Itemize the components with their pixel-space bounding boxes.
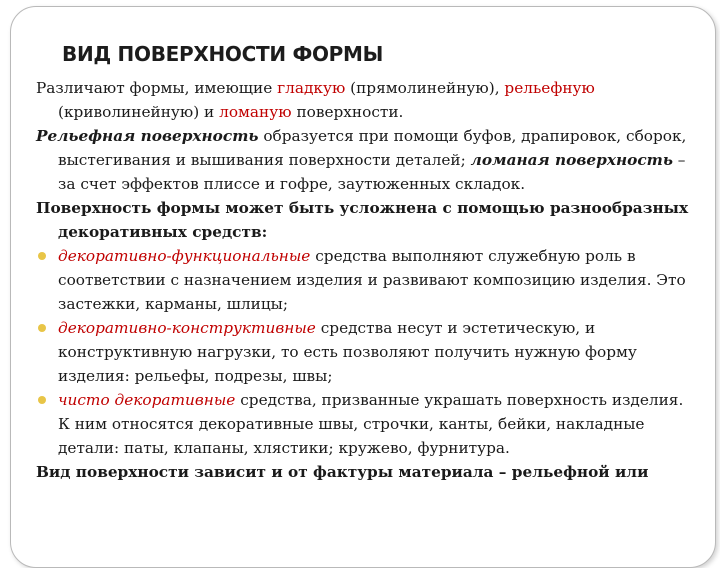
bullet-term: декоративно-конструктивные [58,319,316,337]
bullet-term: декоративно-функциональные [58,247,311,265]
bullet-text: средства, призванные украшать поверхность изделия. К ним относятся декоративные швы, строчки, канты, бейки, накладные детали: паты, клапаны, хлястики; кружево, фурнитура. [58,391,684,457]
bullet-text: средства выполняют служебную роль в соответствии с назначением изделия и развивают композицию изделия. Это застежки, карманы, шлицы; [58,247,686,313]
term-broken: ломаную [219,103,292,121]
list-item [36,244,696,316]
intro-text: (прямолинейную), [345,79,505,97]
bullet-icon [38,396,46,404]
intro-text: поверхности. [291,103,404,121]
paragraph-relief [36,124,696,196]
list-item [36,388,696,460]
term-relief: рельефную [504,79,595,97]
bullet-text: средства несут и эстетическую, и конструктивную нагрузки, то есть позволяют получить нужную форму изделия: рельефы, подрезы, швы; [58,319,637,385]
paragraph-decor: Поверхность формы может быть усложнена с помощью разнообразных декоративных средств: [36,199,689,241]
paragraph-intro [36,76,696,124]
relief-text: – за счет эффектов плиссе и гофре, заутюженных складок. [58,151,686,193]
intro-text: Различают формы, имеющие [36,79,278,97]
bullet-icon [38,252,46,260]
paragraph-texture: Вид поверхности зависит и от фактуры материала – рельефной или [36,463,649,481]
term-broken-surface: ломаная поверхность [470,151,673,169]
slide-body [36,76,696,484]
intro-text: (криволинейную) и [58,103,220,121]
relief-text: образуется при помощи буфов, драпировок, сборок, выстегивания и вышивания поверхности деталей; [58,127,687,169]
term-smooth: гладкую [277,79,346,97]
bullet-icon [38,324,46,332]
bullet-term: чисто декоративные [58,391,236,409]
term-relief-surface: Рельефная поверхность [36,127,259,145]
slide-title: ВИД ПОВЕРХНОСТИ ФОРМЫ [62,42,384,66]
list-item [36,316,696,388]
